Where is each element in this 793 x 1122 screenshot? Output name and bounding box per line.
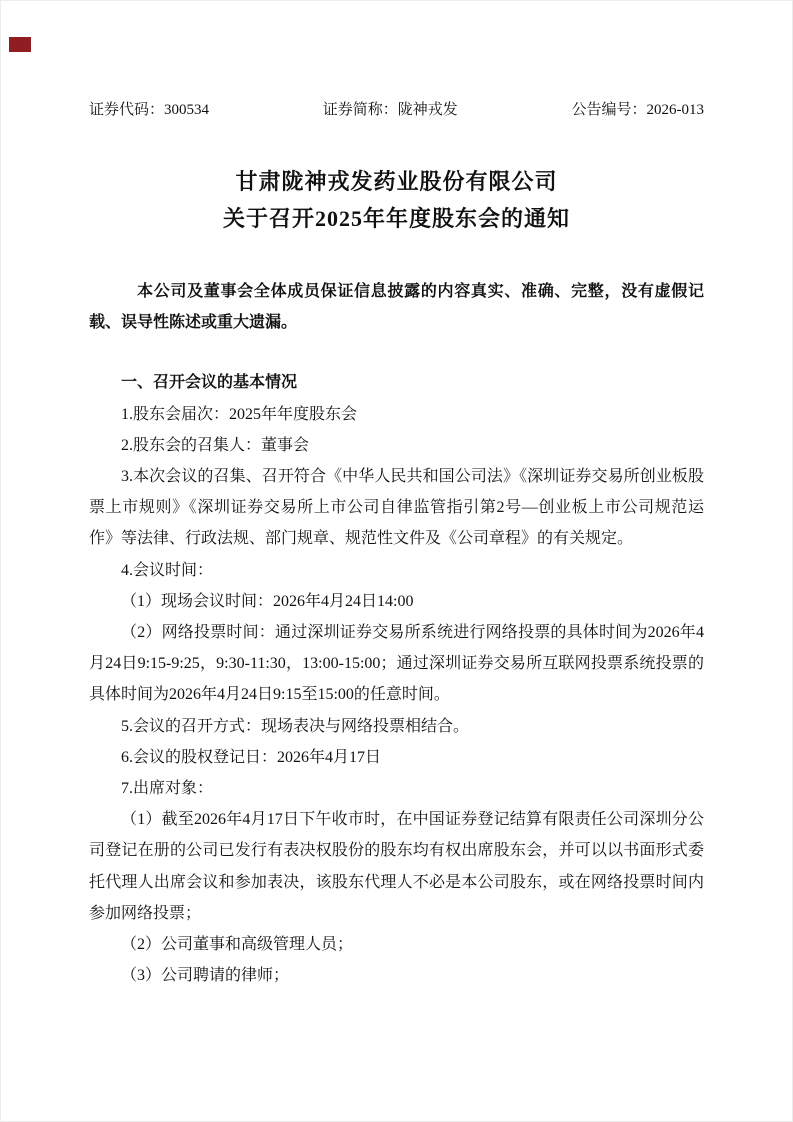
para-attendees-directors: （2）公司董事和高级管理人员；	[121, 936, 354, 954]
document-body	[89, 367, 704, 991]
disclaimer-statement: 本公司及董事会全体成员保证信息披露的内容真实、准确、完整，没有虚假记载、误导性陈述或重大遗漏。	[89, 283, 704, 332]
red-corner-mark	[9, 37, 31, 52]
para-onsite-time: （1）现场会议时间：2026年4月24日14:00	[121, 592, 414, 610]
stock-name: 证券简称：陇神戎发	[322, 102, 458, 118]
section-heading: 一、召开会议的基本情况	[121, 374, 298, 392]
announcement-number: 公告编号：2026-013	[571, 102, 704, 118]
company-name-title: 甘肃陇神戎发药业股份有限公司	[235, 169, 558, 194]
para-convener: 2.股东会的召集人：董事会	[121, 436, 310, 454]
para-attendees-label: 7.出席对象：	[121, 780, 214, 798]
para-record-date: 6.会议的股权登记日：2026年4月17日	[121, 748, 382, 766]
stock-code: 证券代码：300534	[89, 102, 210, 118]
para-meeting-time-label: 4.会议时间：	[121, 561, 214, 579]
document-header	[89, 101, 704, 119]
para-attendees-lawyers: （3）公司聘请的律师；	[121, 967, 290, 985]
para-meeting-session: 1.股东会届次：2025年年度股东会	[121, 405, 358, 423]
para-meeting-method: 5.会议的召开方式：现场表决与网络投票相结合。	[121, 717, 470, 735]
para-online-voting-time: （2）网络投票时间：通过深圳证券交易所系统进行网络投票的具体时间为2026年4月24日9:15-9:25，9:30-11:30，13:00-15:00；通过深圳证券交易所互联网投票系统投票的具体时间为2026年4月24日9:15至15:00的任意时间。	[89, 624, 704, 704]
para-legal-compliance: 3.本次会议的召集、召开符合《中华人民共和国公司法》《深圳证券交易所创业板股票上市规则》《深圳证券交易所上市公司自律监管指引第2号—创业板上市公司规范运作》等法律、行政法规、部门规章、规范性文件及《公司章程》的有关规定。	[89, 468, 704, 548]
para-attendees-shareholders: （1）截至2026年4月17日下午收市时，在中国证券登记结算有限责任公司深圳分公司登记在册的公司已发行有表决权股份的股东均有权出席股东会，并可以以书面形式委托代理人出席会议和参加表决，该股东代理人不必是本公司股东，或在网络投票时间内参加网络投票；	[89, 811, 704, 922]
notice-title: 关于召开2025年年度股东会的通知	[222, 206, 570, 231]
